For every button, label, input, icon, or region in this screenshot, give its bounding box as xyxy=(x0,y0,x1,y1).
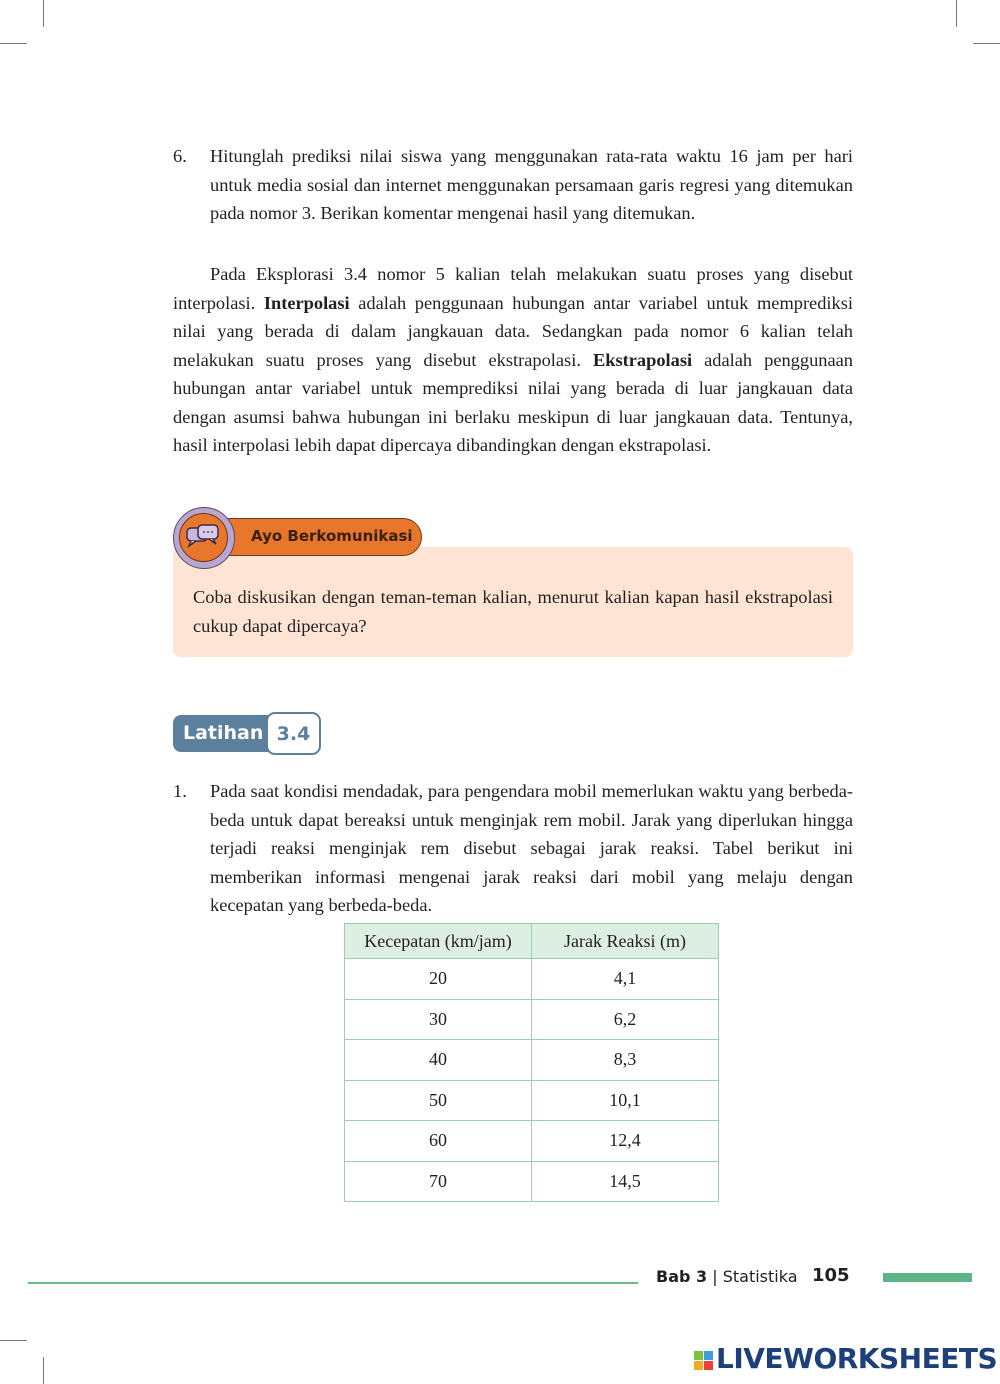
cell: 8,3 xyxy=(532,1040,719,1081)
cell: 30 xyxy=(345,999,532,1040)
term-interpolasi: Interpolasi xyxy=(263,292,350,313)
column-header-distance: Jarak Reaksi (m) xyxy=(532,924,719,959)
communicate-label: Ayo Berkomunikasi xyxy=(251,527,413,545)
table-row xyxy=(345,959,719,1000)
cell: 10,1 xyxy=(532,1080,719,1121)
liveworksheets-logo xyxy=(694,1342,997,1375)
question-number: 6. xyxy=(173,146,187,166)
text: adalah penggunaan hubungan antar variabel untuk memprediksi nilai yang berada di luar jangkauan data dengan asumsi bahwa hubungan ini berlaku meskipun di luar jangkauan data. Tentunya, hasil interpolasi lebih dapat dipercaya dibandingkan dengan ekstrapolasi. xyxy=(173,349,853,455)
cell: 50 xyxy=(345,1080,532,1121)
footer-bar xyxy=(883,1273,972,1282)
discussion-question: Coba diskusikan dengan teman-teman kalian, menurut kalian kapan hasil ekstrapolasi cukup dapat dipercaya? xyxy=(193,587,833,636)
crop-mark xyxy=(0,43,27,44)
text: Pada Eksplorasi 3.4 nomor 5 kalian telah melakukan suatu proses yang disebut interpolasi. xyxy=(173,264,853,313)
table-row xyxy=(345,999,719,1040)
reaction-distance-table xyxy=(344,923,719,1202)
footer-chapter xyxy=(656,1267,798,1286)
cell: 4,1 xyxy=(532,959,719,1000)
logo-blocks-icon xyxy=(694,1351,713,1370)
text: adalah penggunaan hubungan antar variabel untuk memprediksi nilai yang berada di dalam jangkauan data. Sedangkan pada nomor 6 kalian telah melakukan suatu proses yang disebut ekstrapolasi. xyxy=(173,292,853,370)
question-6 xyxy=(173,142,853,228)
logo-text: LIVEWORKSHEETS xyxy=(716,1342,998,1375)
chat-bubbles-icon xyxy=(173,507,235,569)
question-1 xyxy=(173,777,853,920)
separator: | xyxy=(707,1267,723,1286)
cell: 70 xyxy=(345,1161,532,1202)
table-row xyxy=(345,1121,719,1162)
crop-mark xyxy=(43,0,44,27)
column-header-speed: Kecepatan (km/jam) xyxy=(345,924,532,959)
cell: 40 xyxy=(345,1040,532,1081)
crop-mark xyxy=(43,1357,44,1384)
communicate-box xyxy=(173,547,853,657)
page-number: 105 xyxy=(812,1265,850,1286)
chapter-label: Bab 3 xyxy=(656,1267,708,1286)
footer-rule xyxy=(28,1282,638,1284)
cell: 20 xyxy=(345,959,532,1000)
question-number: 1. xyxy=(173,781,187,801)
term-ekstrapolasi: Ekstrapolasi xyxy=(592,349,693,370)
crop-mark xyxy=(0,1340,27,1341)
table-row xyxy=(345,1080,719,1121)
latihan-number: 3.4 xyxy=(266,712,321,755)
latihan-label: Latihan xyxy=(183,722,264,744)
question-text: Hitunglah prediksi nilai siswa yang menggunakan rata-rata waktu 16 jam per hari untuk media sosial dan internet menggunakan persamaan garis regresi yang ditemukan pada nomor 3. Berikan komentar mengenai hasil yang ditemukan. xyxy=(210,146,853,223)
cell: 14,5 xyxy=(532,1161,719,1202)
cell: 12,4 xyxy=(532,1121,719,1162)
table-row xyxy=(345,1040,719,1081)
question-text: Pada saat kondisi mendadak, para pengendara mobil memerlukan waktu yang berbeda-beda untuk dapat bereaksi untuk menginjak rem mobil. Jarak yang diperlukan hingga terjadi reaksi menginjak rem disebut sebagai jarak reaksi. Tabel berikut ini memberikan informasi mengenai jarak reaksi dari mobil yang melaju dengan kecepatan yang berbeda-beda. xyxy=(210,781,853,915)
subject-label: Statistika xyxy=(722,1267,798,1286)
explanation-paragraph xyxy=(173,260,853,460)
cell: 60 xyxy=(345,1121,532,1162)
crop-mark xyxy=(973,43,1000,44)
table-row xyxy=(345,1161,719,1202)
crop-mark xyxy=(956,0,957,27)
cell: 6,2 xyxy=(532,999,719,1040)
